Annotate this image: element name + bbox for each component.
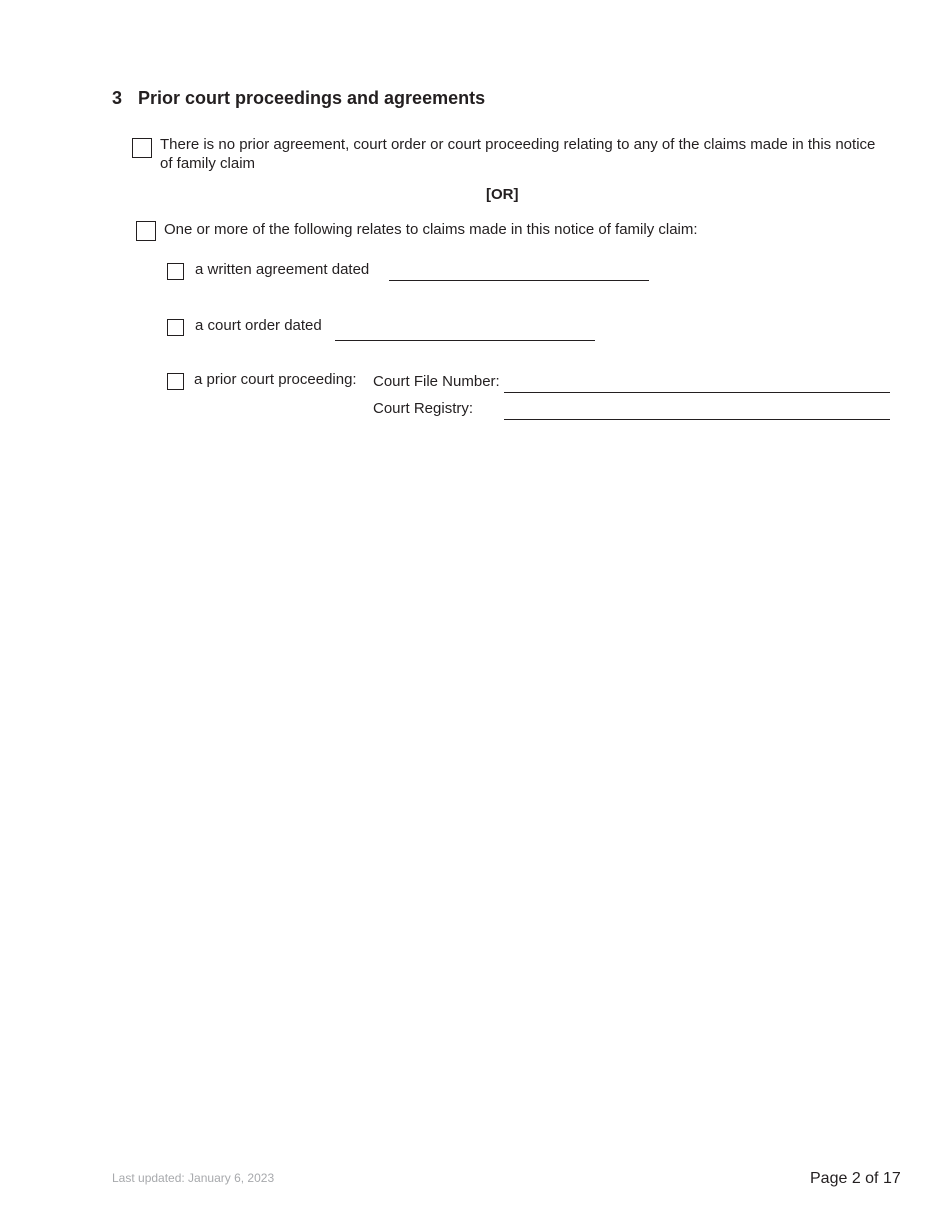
- no-prior-agreement-checkbox[interactable]: [132, 138, 152, 158]
- prior-proceeding-label: a prior court proceeding:: [194, 371, 357, 388]
- prior-proceeding-checkbox[interactable]: [167, 373, 184, 390]
- court-file-number-label: Court File Number:: [373, 373, 500, 390]
- court-order-label: a court order dated: [195, 317, 322, 334]
- one-or-more-label: One or more of the following relates to claims made in this notice of family claim:: [164, 221, 698, 238]
- court-registry-field[interactable]: [504, 419, 890, 420]
- written-agreement-date-field[interactable]: [389, 280, 649, 281]
- no-prior-agreement-label: There is no prior agreement, court order or court proceeding relating to any of the claims made in this notice of family claim: [160, 136, 876, 172]
- written-agreement-checkbox[interactable]: [167, 263, 184, 280]
- written-agreement-label: a written agreement dated: [195, 261, 370, 278]
- court-order-checkbox[interactable]: [167, 319, 184, 336]
- section-number: 3: [112, 88, 123, 108]
- court-file-number-field[interactable]: [504, 392, 890, 393]
- section-title: Prior court proceedings and agreements: [138, 88, 486, 108]
- page-number: Page 2 of 17: [810, 1170, 901, 1187]
- court-registry-label: Court Registry:: [373, 400, 474, 417]
- court-order-date-field[interactable]: [335, 340, 595, 341]
- or-separator: [OR]: [486, 186, 519, 203]
- last-updated-text: Last updated: January 6, 2023: [112, 1171, 275, 1185]
- one-or-more-checkbox[interactable]: [136, 221, 156, 241]
